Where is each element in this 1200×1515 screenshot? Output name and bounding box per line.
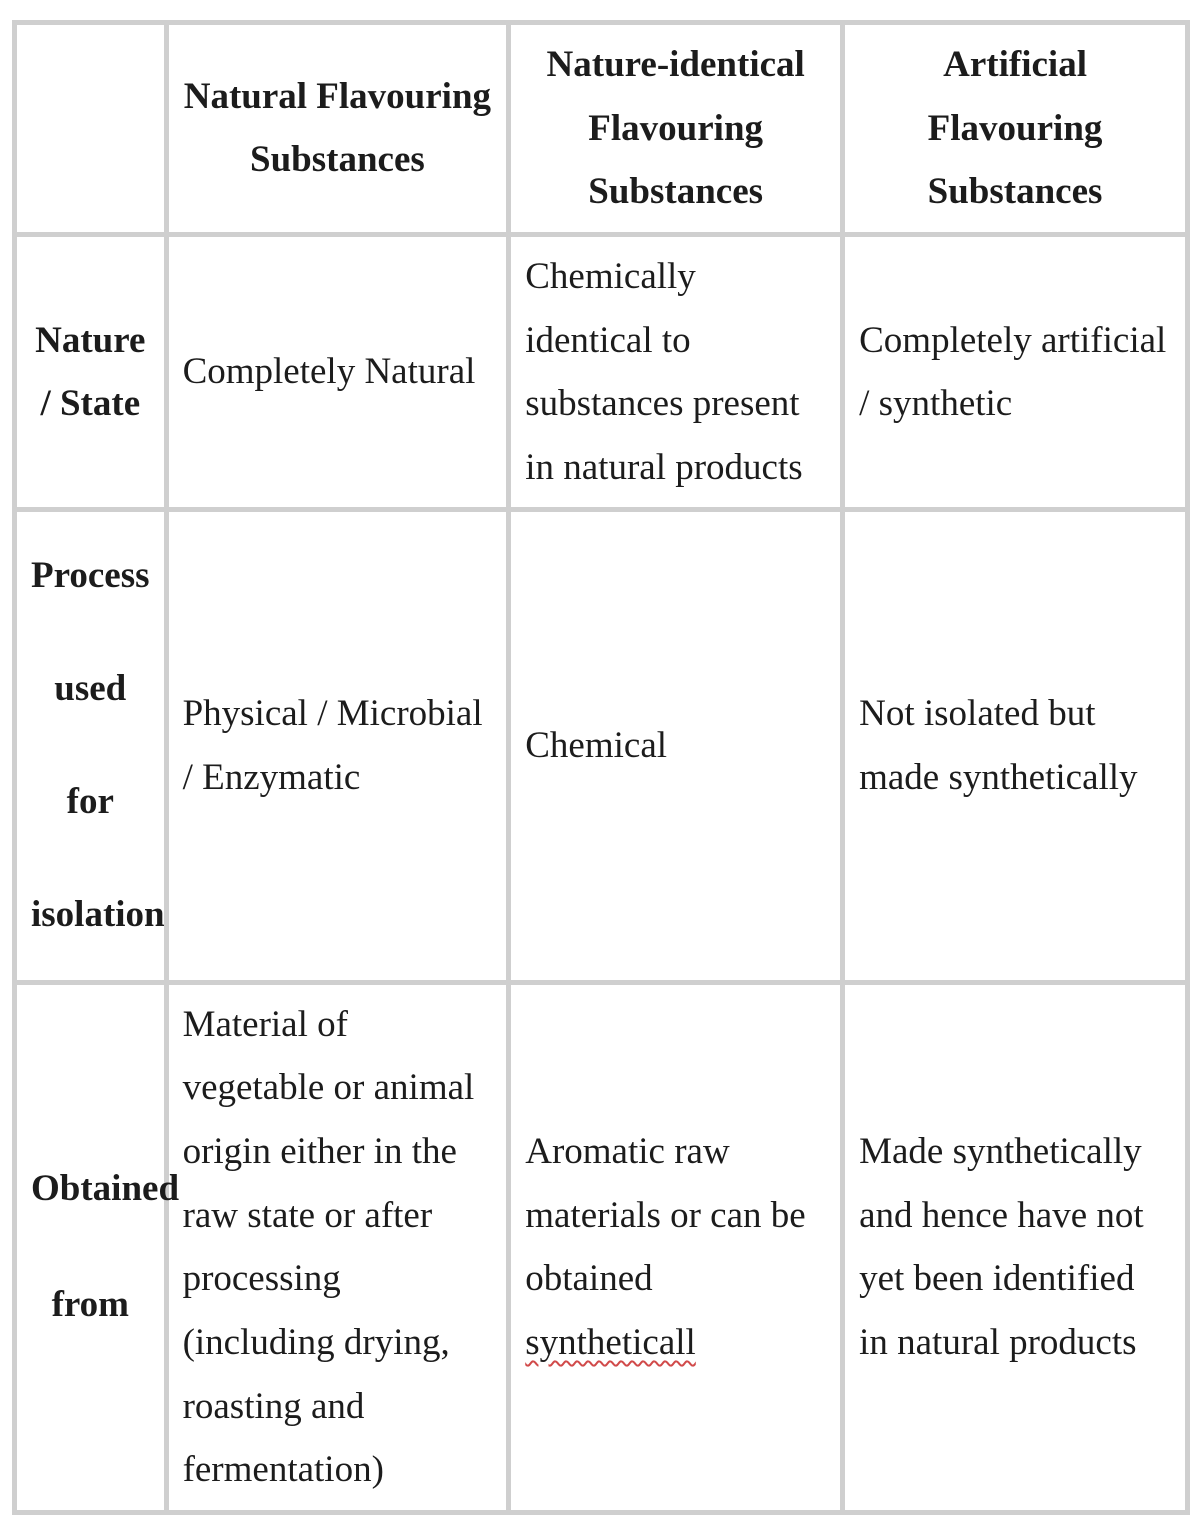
table-corner-cell xyxy=(15,23,167,235)
header-nature-identical: Nature-identical Flavouring Substances xyxy=(509,23,843,235)
row-label-obtained-from: Obtained from xyxy=(15,982,167,1512)
cell-artificial-obtained: Made synthetically and hence have not yet been identified in natural products xyxy=(843,982,1188,1512)
cell-artificial-nature-state: Completely artificial / synthetic xyxy=(843,234,1188,510)
cell-natural-nature-state: Completely Natural xyxy=(166,234,509,510)
row-label-process: Process used for isolation xyxy=(15,510,167,982)
cell-identical-nature-state: Chemically identical to substances present in natural products xyxy=(509,234,843,510)
cell-identical-obtained xyxy=(509,982,843,1512)
flavouring-comparison-table xyxy=(12,20,1190,1515)
identical-obtained-text: Aromatic raw materials or can be obtained xyxy=(525,1131,806,1300)
cell-natural-process: Physical / Microbial / Enzymatic xyxy=(166,510,509,982)
table-row xyxy=(15,982,1188,1512)
table-header-row xyxy=(15,23,1188,235)
row-label-nature-state: Nature / State xyxy=(15,234,167,510)
table-row xyxy=(15,234,1188,510)
header-artificial: Artificial Flavouring Substances xyxy=(843,23,1188,235)
cell-natural-obtained: Material of vegetable or animal origin either in the raw state or after processing (including drying, roasting and fermentation) xyxy=(166,982,509,1512)
header-natural: Natural Flavouring Substances xyxy=(166,23,509,235)
cell-artificial-process: Not isolated but made synthetically xyxy=(843,510,1188,982)
table-row xyxy=(15,510,1188,982)
misspelled-word: syntheticall xyxy=(525,1321,696,1363)
cell-identical-process: Chemical xyxy=(509,510,843,982)
